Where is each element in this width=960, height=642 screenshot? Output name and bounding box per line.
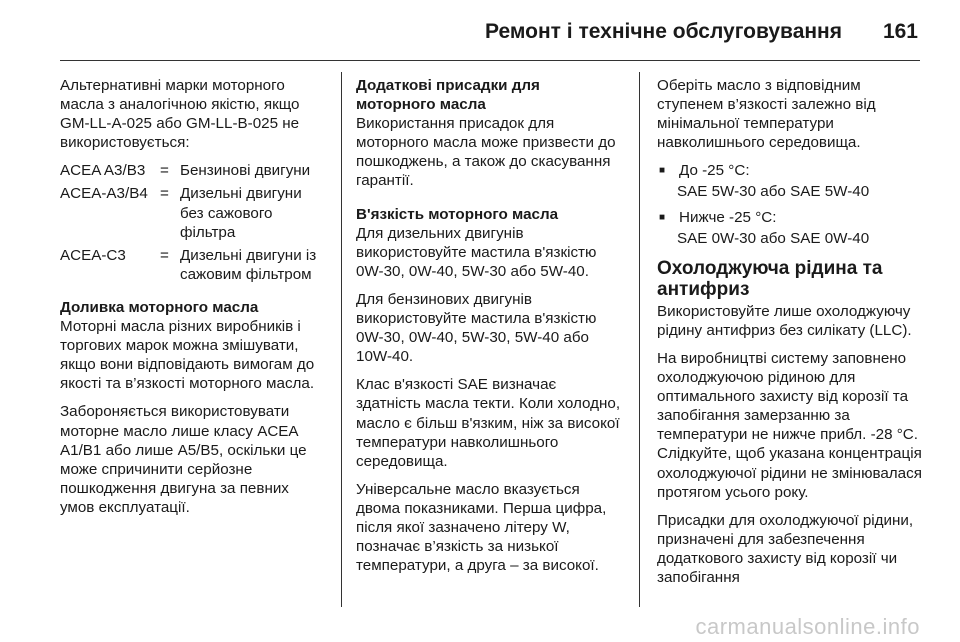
column-3 [657,76,927,596]
section-heading-topping-up: Доливка моторного масла [60,298,259,316]
bullet-label: До -25 °C: [679,162,750,180]
spec-description: Бензинові двигуни [180,162,311,180]
square-bullet-icon: ■ [659,165,666,177]
spec-row [60,184,326,241]
column-2 [356,76,622,584]
page-title: Ремонт і технічне обслуговування [485,20,842,43]
bullet-label: Нижче -25 °C: [679,208,777,226]
watermark: carmanualsonline.info [695,614,920,639]
bullet-item [657,161,927,180]
spec-equals: = [160,162,169,180]
paragraph: Для бензинових двигунів використовуйте мастила в'язкістю 0W-30, 0W-40, 5W-30, 5W-40 або 10W-40. [356,290,597,366]
spec-code: ACEA-C3 [60,246,126,264]
section-heading-coolant: Охолоджуюча рідина та антифриз [657,257,883,300]
page-header [0,0,960,60]
paragraph: Використання присадок для моторного масла може призвести до пошкоджень, а також до скасування гарантії. [356,115,616,190]
spec-description: Дизельні двигуни із сажовим фільтром [180,246,317,283]
column-1 [60,76,326,526]
header-rule [60,60,920,61]
paragraph: Використовуйте лише охолоджуючу рідину антифриз без силікату (LLC). [657,302,912,339]
intro-paragraph: Альтернативні марки моторного масла з аналогічною якістю, якщо GM-LL-A-025 або GM-LL-B-025 не використовується: [60,77,300,152]
section-heading-viscosity: В'язкість моторного масла [356,205,559,223]
paragraph: Забороняється використовувати моторне масло лише класу ACEA A1/B1 або лише A5/B5, оскільки це може спричинити серйозне пошкодження двигуна за певних умов експлуатації. [60,403,307,516]
bullet-value: SAE 5W-30 або SAE 5W-40 [677,183,870,201]
paragraph: На виробництві систему заповнено охолоджуючою рідиною для оптимального захисту від корозії та запобігання замерзанню за температури не нижче прибл. -28 °C. Слідкуйте, щоб указана концентрація охолоджуючої рідини не змінювалася протягом усього року. [657,349,922,501]
paragraph: Моторні масла різних виробників і торгових марок можна змішувати, якщо вони відповідають вимогам до якості та в’язкості моторного масла. [60,318,315,393]
spec-equals: = [160,185,169,203]
spec-code: ACEA A3/B3 [60,162,146,180]
paragraph: Оберіть масло з відповідним ступенем в’язкості залежно від мінімальної температури навколишнього середовища. [657,77,876,152]
page-number: 161 [882,20,918,43]
paragraph: Клас в'язкості SAE визначає здатність масла текти. Коли холодно, масло є більш в'язким, ніж за високої температури навколишнього середовища. [356,376,621,470]
spec-row [60,246,326,284]
section-heading-additives: Додаткові присадки для моторного масла [356,77,540,114]
spec-description: Дизельні двигуни без сажового фільтра [180,185,302,241]
spec-row [60,161,326,180]
square-bullet-icon: ■ [659,211,666,223]
paragraph: Універсальне масло вказується двома показниками. Перша цифра, після якої зазначено літеру W, позначає в’язкість за низької температури, а друга – за високої. [356,480,607,575]
paragraph: Присадки для охолоджуючої рідини, призначені для забезпечення додаткового захисту від корозії чи запобігання [657,511,914,586]
column-divider-2 [639,72,640,607]
spec-code: ACEA-A3/B4 [60,185,148,203]
paragraph: Для дизельних двигунів використовуйте мастила в'язкістю 0W-30, 0W-40, 5W-30 або 5W-40. [356,224,597,280]
spec-equals: = [160,246,169,264]
column-divider-1 [341,72,342,607]
bullet-value: SAE 0W-30 або SAE 0W-40 [677,229,870,247]
bullet-item [657,208,927,227]
